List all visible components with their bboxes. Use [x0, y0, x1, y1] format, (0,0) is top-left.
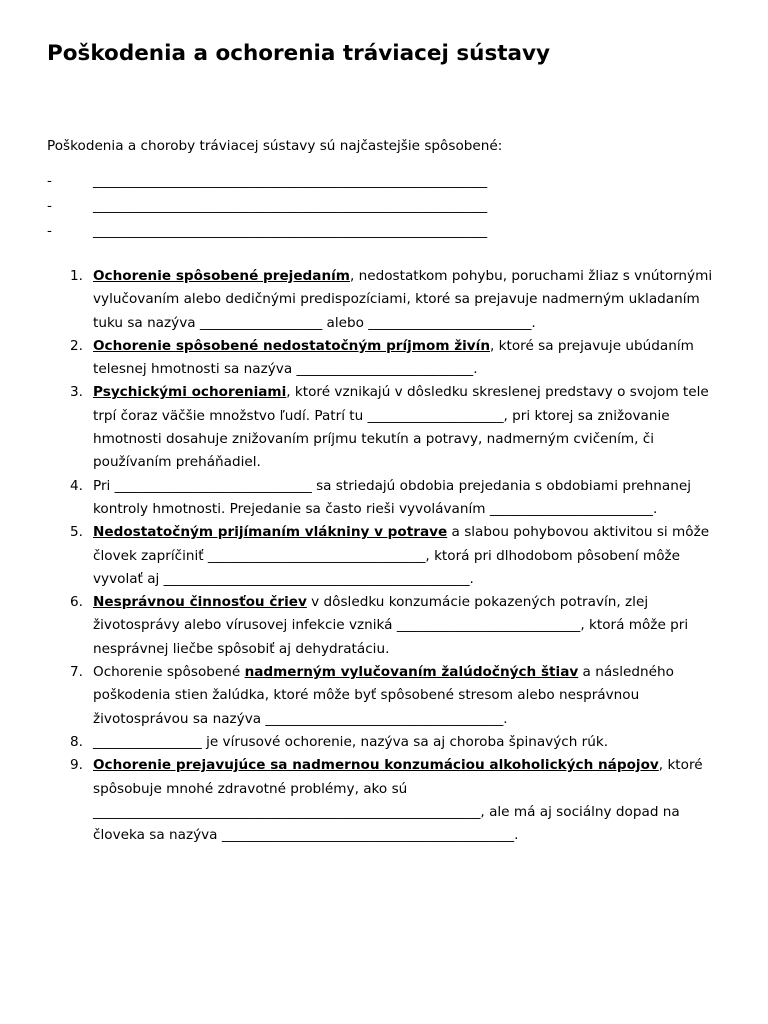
blank-list-item [47, 171, 487, 196]
question-keyword: Psychickými ochoreniami [93, 384, 287, 401]
question-keyword: Nesprávnou činnosťou čriev [93, 594, 307, 611]
question-number: 3. [70, 384, 83, 401]
question-number: 6. [70, 594, 83, 611]
question-number: 5. [70, 524, 83, 541]
question-keyword: Nedostatočným prijímaním vlákniny v potrave [93, 524, 448, 541]
question-number: 7. [70, 664, 83, 681]
question-keyword: nadmerným vylučovaním žalúdočných štiav [244, 664, 579, 681]
question-item [47, 335, 727, 382]
question-item [47, 731, 727, 754]
question-keyword: Ochorenie spôsobené nedostatočným príjmom živín [93, 337, 490, 354]
question-text: a slabou pohybovou aktivitou si môže človek zapríčiniť ________________________________, ktorá pri dlhodobom pôsobení môže vyvolať aj _____________________________________________. [93, 524, 710, 587]
question-number: 4. [70, 477, 83, 494]
question-text: ________________ je vírusové ochorenie, nazýva sa aj choroba špinavých rúk. [93, 733, 609, 750]
question-text: , ktoré vznikajú v dôsledku skreslenej predstavy o svojom tele trpí čoraz väčšie množstvo ľudí. Patrí tu ____________________, pri ktorej sa znižovanie hmotnosti dosahuje znižovaním príjmu tekutín a potravy, nadmerným cvičením, či používaním preháňadiel. [93, 384, 709, 471]
question-text: Ochorenie spôsobené [93, 664, 245, 681]
question-number: 9. [70, 757, 83, 774]
fill-in-blank[interactable]: __________________________________________________________ [93, 198, 488, 214]
question-keyword: Ochorenie spôsobené prejedaním [93, 268, 350, 284]
question-item [47, 475, 727, 522]
page-title: Poškodenia a ochorenia tráviacej sústavy [47, 41, 551, 66]
question-number: 8. [70, 733, 83, 750]
question-number: 2. [70, 337, 83, 354]
dash-marker: - [47, 198, 52, 214]
question-item [47, 521, 727, 591]
question-list [47, 265, 727, 847]
question-item [47, 661, 727, 731]
question-item [47, 265, 727, 335]
question-text: Pri _____________________________ sa striedajú obdobia prejedania s obdobiami prehnanej kontroly hmotnosti. Prejedanie sa často rieši vyvolávaním ________________________. [93, 477, 691, 517]
question-text: , ktoré sa prejavuje ubúdaním telesnej hmotnosti sa nazýva __________________________. [93, 337, 694, 378]
intro-text: Poškodenia a choroby tráviacej sústavy sú najčastejšie spôsobené: [47, 138, 503, 154]
question-number: 1. [70, 268, 83, 284]
question-item [47, 754, 727, 847]
question-text: , nedostatkom pohybu, poruchami žliaz s vnútornými vylučovaním alebo dedičnými predispozíciami, ktoré sa prejavuje nadmerným ukladaním tuku sa nazýva __________________ alebo ________________________. [93, 268, 713, 331]
dash-marker: - [47, 173, 52, 189]
fill-in-blank[interactable]: __________________________________________________________ [93, 173, 488, 189]
question-keyword: Ochorenie prejavujúce sa nadmernou konzumáciou alkoholických nápojov [93, 757, 659, 774]
question-text: , ktoré spôsobuje mnohé zdravotné problémy, ako sú _________________________________________________________, ale má aj sociálny dopad na človeka sa nazýva ___________________________________________. [93, 757, 703, 844]
question-text: a následného poškodenia stien žalúdka, ktoré môže byť spôsobené stresom alebo nesprávnou životosprávou sa nazýva ___________________________________. [93, 664, 674, 727]
blank-list-item [47, 221, 487, 246]
blank-list [47, 171, 487, 246]
fill-in-blank[interactable]: __________________________________________________________ [93, 223, 488, 239]
blank-list-item [47, 196, 487, 221]
question-text: v dôsledku konzumácie pokazených potravín, zlej životosprávy alebo vírusovej infekcie vzniká ___________________________, ktorá môže pri nesprávnej liečbe spôsobiť aj dehydratáciu. [93, 594, 689, 657]
dash-marker: - [47, 223, 52, 239]
question-item [47, 591, 727, 661]
question-item [47, 381, 727, 474]
